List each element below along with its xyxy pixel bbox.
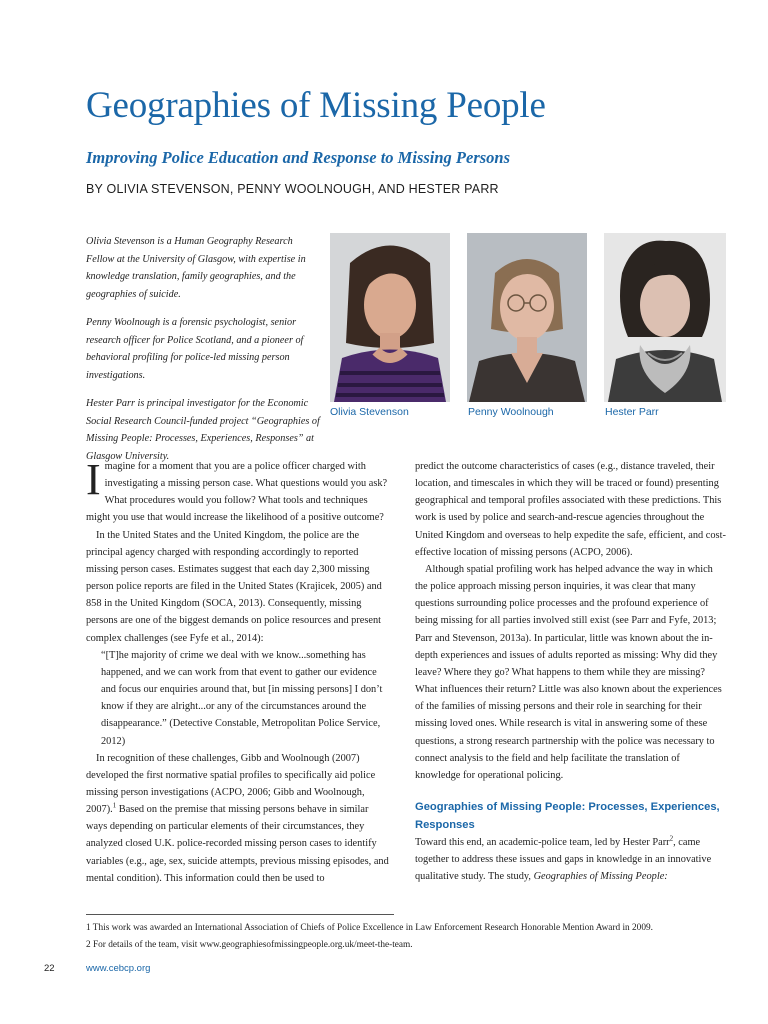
body-column-right bbox=[415, 458, 727, 885]
photo-hester bbox=[604, 233, 726, 402]
bio-penny: Penny Woolnough is a forensic psychologist, senior research officer for Police Scotland, and a pioneer of behavioral profiling for police-led missing person investigations. bbox=[86, 317, 304, 381]
footnote-1: 1 This work was awarded an International Association of Chiefs of Police Excellence in Law Enforcement Research Honorable Mention Award in 2009. bbox=[86, 923, 653, 933]
paragraph-6: Toward this end, an academic-police team, led by Hester Parr$^2$, came together to address these issues and gaps in knowledge in an innovative qualitative study. The study, Geographies of Missing People: bbox=[415, 834, 712, 883]
author-bios bbox=[86, 233, 322, 476]
block-quote: “[T]he majority of crime we deal with we know...something has happened, and we can work from that event to gather our evidence and focus our enquiries around that, but [in missing persons] I don’t know if they are alright...or any of the circumstances around the disappearance.” (Detective Constable, Metropolitan Police Service, 2012) bbox=[101, 649, 383, 747]
byline: BY OLIVIA STEVENSON, PENNY WOOLNOUGH, AND HESTER PARR bbox=[86, 182, 499, 196]
body-column-left bbox=[86, 455, 392, 887]
footnote-2: 2 For details of the team, visit www.geographiesofmissingpeople.org.uk/meet-the-team. bbox=[86, 940, 413, 950]
photo-olivia bbox=[330, 233, 450, 402]
photo-penny bbox=[467, 233, 587, 402]
drop-cap: I bbox=[86, 455, 101, 504]
caption-olivia: Olivia Stevenson bbox=[330, 406, 409, 418]
footnotes bbox=[86, 920, 726, 954]
paragraph-4: predict the outcome characteristics of cases (e.g., distance traveled, their location, and timescales in which they will be traced or found) presenting geographical and temporal profiles associated with these predictions. This work is used by police and search-and-rescue agencies throughout the United Kingdom and overseas to help expedite the safe, efficient, and cost-effective location of missing persons (ACPO, 2006). bbox=[415, 461, 726, 558]
caption-hester: Hester Parr bbox=[605, 406, 659, 418]
bio-hester: Hester Parr is principal investigator for the Economic Social Research Council-funded project “Geographies of Missing People: Processes, Experiences, Responses” at Glasgow University. bbox=[86, 398, 320, 462]
page-number: 22 bbox=[44, 963, 55, 974]
section-heading: Geographies of Missing People: Processes, Experiences, Responses bbox=[415, 800, 720, 831]
paragraph-3: In recognition of these challenges, Gibb and Woolnough (2007) developed the first normative spatial profiles to specifically aid police missing person investigations (ACPO, 2006; Gibb and Woolnough, 2007).$^1$ Based on the premise that missing persons behave in similar ways depending on particular elements of their circumstances, they analyzed closed U.K. police-recorded missing person cases to identify variables (e.g., age, sex, suicide attempts, previous missing episodes, and mental condition). This information could then be used to bbox=[86, 752, 389, 884]
footnote-ref-1: 1 bbox=[112, 801, 117, 810]
article-title: Geographies of Missing People bbox=[86, 85, 546, 126]
footer-website-link[interactable]: www.cebcp.org bbox=[86, 963, 151, 974]
caption-penny: Penny Woolnough bbox=[468, 406, 554, 418]
article-subtitle: Improving Police Education and Response to Missing Persons bbox=[86, 148, 511, 167]
paragraph-intro: Imagine for a moment that you are a police officer charged with investigating a missing person case. What questions would you ask? What procedures would you follow? What tools and techniques might you use that would increase the likelihood of a positive outcome? bbox=[86, 455, 388, 524]
footnote-divider bbox=[86, 914, 394, 915]
footnote-ref-2: 2 bbox=[669, 834, 674, 843]
bio-olivia: Olivia Stevenson is a Human Geography Research Fellow at the University of Glasgow, with expertise in knowledge translation, family geographies, and the geographies of suicide. bbox=[86, 236, 306, 300]
paragraph-2: In the United States and the United Kingdom, the police are the principal agency charged with responding accordingly to reported missing person cases. Estimates suggest that each day 2,300 missing person police reports are filed in the United States (Krajicek, 2005) and 858 in the United Kingdom (SOCA, 2013). Consequently, missing persons are one of the biggest demands on police resources and present complex challenges (see Fyfe et al., 2014): bbox=[86, 529, 382, 644]
paragraph-5: Although spatial profiling work has helped advance the way in which the police approach missing person inquiries, it was clear that many questions surrounding police processes and the profound experience of being missing for all parties involved still exist (see Parr and Fyfe, 2013; Parr and Stevenson, 2013a). In particular, little was known about the in-depth experiences and issues of adults reported as missing: Why did they leave? Where they go? What happens to them while they are missing? What influences their return? Little was also known about the experiences of the families of missing persons and their role in searching for their missing loved ones. While research is vital in answering some of these questions, a strong research partnership with the police was necessary to connect analysis to the field and help facilitate the translation of knowledge for operational policing. bbox=[415, 563, 722, 781]
